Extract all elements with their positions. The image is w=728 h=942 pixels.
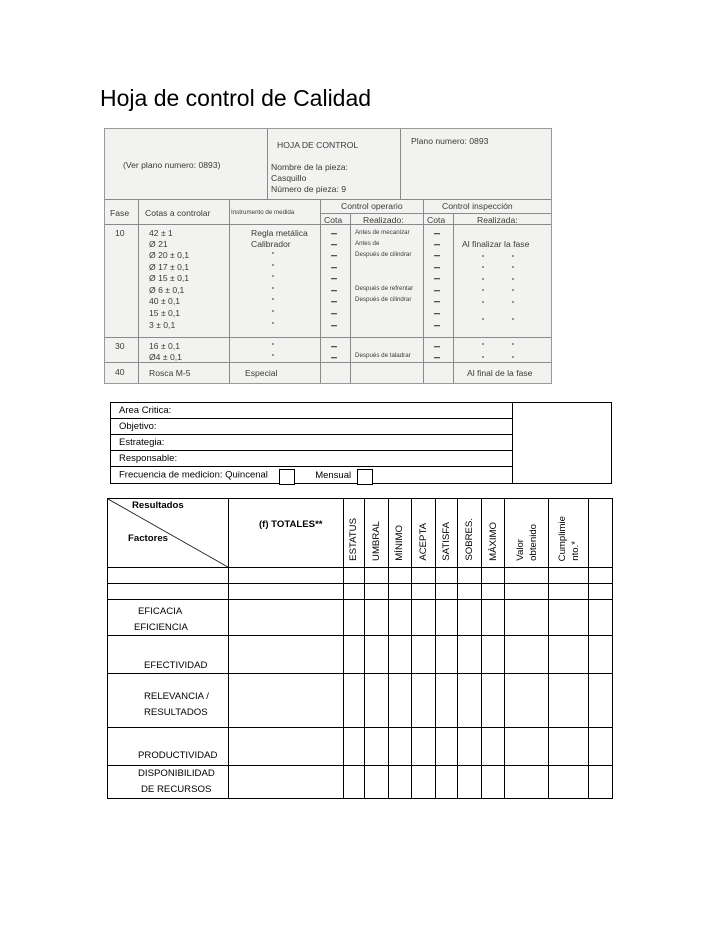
op-note: Antes de mecanizar	[355, 229, 410, 236]
resultados-label: Resultados	[132, 500, 184, 511]
mensual-checkbox[interactable]	[357, 469, 373, 485]
cota-row: Ø 15 ± 0,1	[149, 273, 190, 283]
mensual-label: Mensual	[315, 469, 352, 481]
cota-row: Ø 21	[149, 239, 168, 249]
factor-relevancia	[108, 674, 229, 728]
area-side-cell	[513, 403, 612, 484]
header-satisfa	[435, 499, 458, 568]
header-nto-text: nto.*	[569, 541, 581, 561]
header-maximo	[482, 499, 505, 568]
table-row-efectividad	[108, 636, 613, 674]
instrumento: Especial	[245, 368, 278, 378]
results-table	[107, 498, 613, 799]
header-umbral-text: UMBRAL	[370, 521, 382, 561]
frecuencia-row	[111, 467, 513, 484]
cota-row: Ø 20 ± 0,1	[149, 250, 190, 260]
factores-label: Factores	[128, 533, 168, 544]
header-sobres-text: SOBRES.	[464, 518, 476, 561]
header-valor-text: Valor	[514, 539, 526, 561]
table-row-eficacia	[108, 600, 613, 636]
header-obtenido-text: obtenido	[527, 524, 539, 561]
header-valor-obtenido	[505, 499, 549, 568]
control-sheet-scan	[104, 128, 552, 384]
insp-note: Al final de la fase	[467, 368, 533, 378]
totales-label: (f) TOTALES**	[228, 499, 343, 568]
insp-note: Al finalizar la fase	[462, 239, 530, 249]
quincenal-checkbox[interactable]	[279, 469, 295, 485]
cota-row: 40 ± 0,1	[149, 296, 180, 306]
instrumento: Calibrador	[251, 239, 291, 249]
table-row	[108, 584, 613, 600]
responsable-label: Responsable:	[111, 451, 513, 467]
ref-plano: (Ver plano numero: 0893)	[123, 160, 221, 170]
header-estatus-text: ESTATUS	[348, 518, 360, 561]
cota-row: 3 ± 0,1	[149, 320, 176, 330]
header-satisfa-text: SATISFA	[441, 522, 452, 561]
cota-row: Rosca M-5	[149, 368, 191, 378]
fase-40: 40	[115, 367, 125, 377]
cota-row: 15 ± 0,1	[149, 308, 180, 318]
col-realizada: Realizada:	[477, 215, 518, 225]
header-sobres	[458, 499, 482, 568]
factor-eficiencia-text: EFICIENCIA	[134, 622, 188, 633]
header-minimo-text: MÍNIMO	[394, 525, 406, 561]
plano-numero: Plano numero: 0893	[411, 136, 489, 146]
col-realizado: Realizado:	[363, 215, 404, 225]
header-minimo	[388, 499, 411, 568]
factor-relevancia-text: RELEVANCIA /	[144, 690, 209, 702]
area-critica-label: Area Critica:	[111, 403, 513, 419]
col-control-operario: Control operario	[341, 201, 403, 211]
page-title: Hoja de control de Calidad	[100, 85, 372, 111]
factor-resultados-text: RESULTADOS	[144, 706, 208, 718]
hoja-control-title: HOJA DE CONTROL	[277, 140, 359, 150]
col-fase: Fase	[110, 208, 130, 218]
op-note: Antes de	[355, 240, 380, 247]
col-cota-insp: Cota	[427, 215, 446, 225]
header-cumplimiento	[549, 499, 589, 568]
op-note: Después de taladrar	[355, 352, 411, 359]
cota-row: 42 ± 1	[149, 228, 173, 238]
instrumento: Regla metálica	[251, 228, 308, 238]
factor-efectividad: EFECTIVIDAD	[108, 636, 229, 674]
objetivo-label: Objetivo:	[111, 419, 513, 435]
cota-row: Ø4 ± 0,1	[149, 352, 182, 362]
col-instrumento: Instrumento de medida	[231, 209, 295, 216]
nombre-label: Nombre de la pieza:	[271, 162, 348, 172]
scan-marks	[105, 129, 551, 383]
factor-eficacia-text: EFICACIA	[138, 606, 183, 617]
header-umbral	[364, 499, 388, 568]
factor-disponibilidad-text: DISPONIBILIDAD	[138, 768, 215, 779]
cota-row: Ø 17 ± 0,1	[149, 262, 190, 272]
table-row-productividad	[108, 728, 613, 766]
cota-row: 16 ± 0,1	[149, 341, 180, 351]
header-estatus	[343, 499, 364, 568]
factor-disponibilidad	[108, 766, 229, 799]
op-note: Después de refrentar	[355, 285, 414, 292]
header-empty	[589, 499, 613, 568]
table-row	[108, 568, 613, 584]
table-row-disponibilidad	[108, 766, 613, 799]
op-note: Después de cilindrar	[355, 296, 412, 303]
header-acepta-text: ACEPTA	[417, 523, 429, 561]
cota-row: Ø 6 ± 0,1	[149, 285, 185, 295]
table-row-relevancia	[108, 674, 613, 728]
estrategia-label: Estrategia:	[111, 435, 513, 451]
header-corner-cell	[108, 499, 229, 568]
factor-eficacia	[108, 600, 229, 636]
col-control-inspeccion: Control inspección	[442, 201, 513, 211]
fase-30: 30	[115, 341, 125, 351]
frecuencia-label: Frecuencia de medicion: Quincenal	[119, 469, 268, 481]
fase-10: 10	[115, 228, 125, 238]
numero-pieza: Número de pieza: 9	[271, 184, 346, 194]
op-note: Después de cilindrar	[355, 251, 412, 258]
col-cota-op: Cota	[324, 215, 343, 225]
factor-productividad: PRODUCTIVIDAD	[108, 728, 229, 766]
nombre-value: Casquillo	[271, 173, 307, 183]
header-cumplimie-text: Cumplimie	[556, 515, 568, 561]
header-acepta	[411, 499, 435, 568]
col-cotas: Cotas a controlar	[145, 208, 211, 218]
critical-area-table	[110, 402, 612, 484]
header-maximo-text: MÁXIMO	[487, 522, 499, 561]
factor-recursos-text: DE RECURSOS	[141, 784, 212, 795]
